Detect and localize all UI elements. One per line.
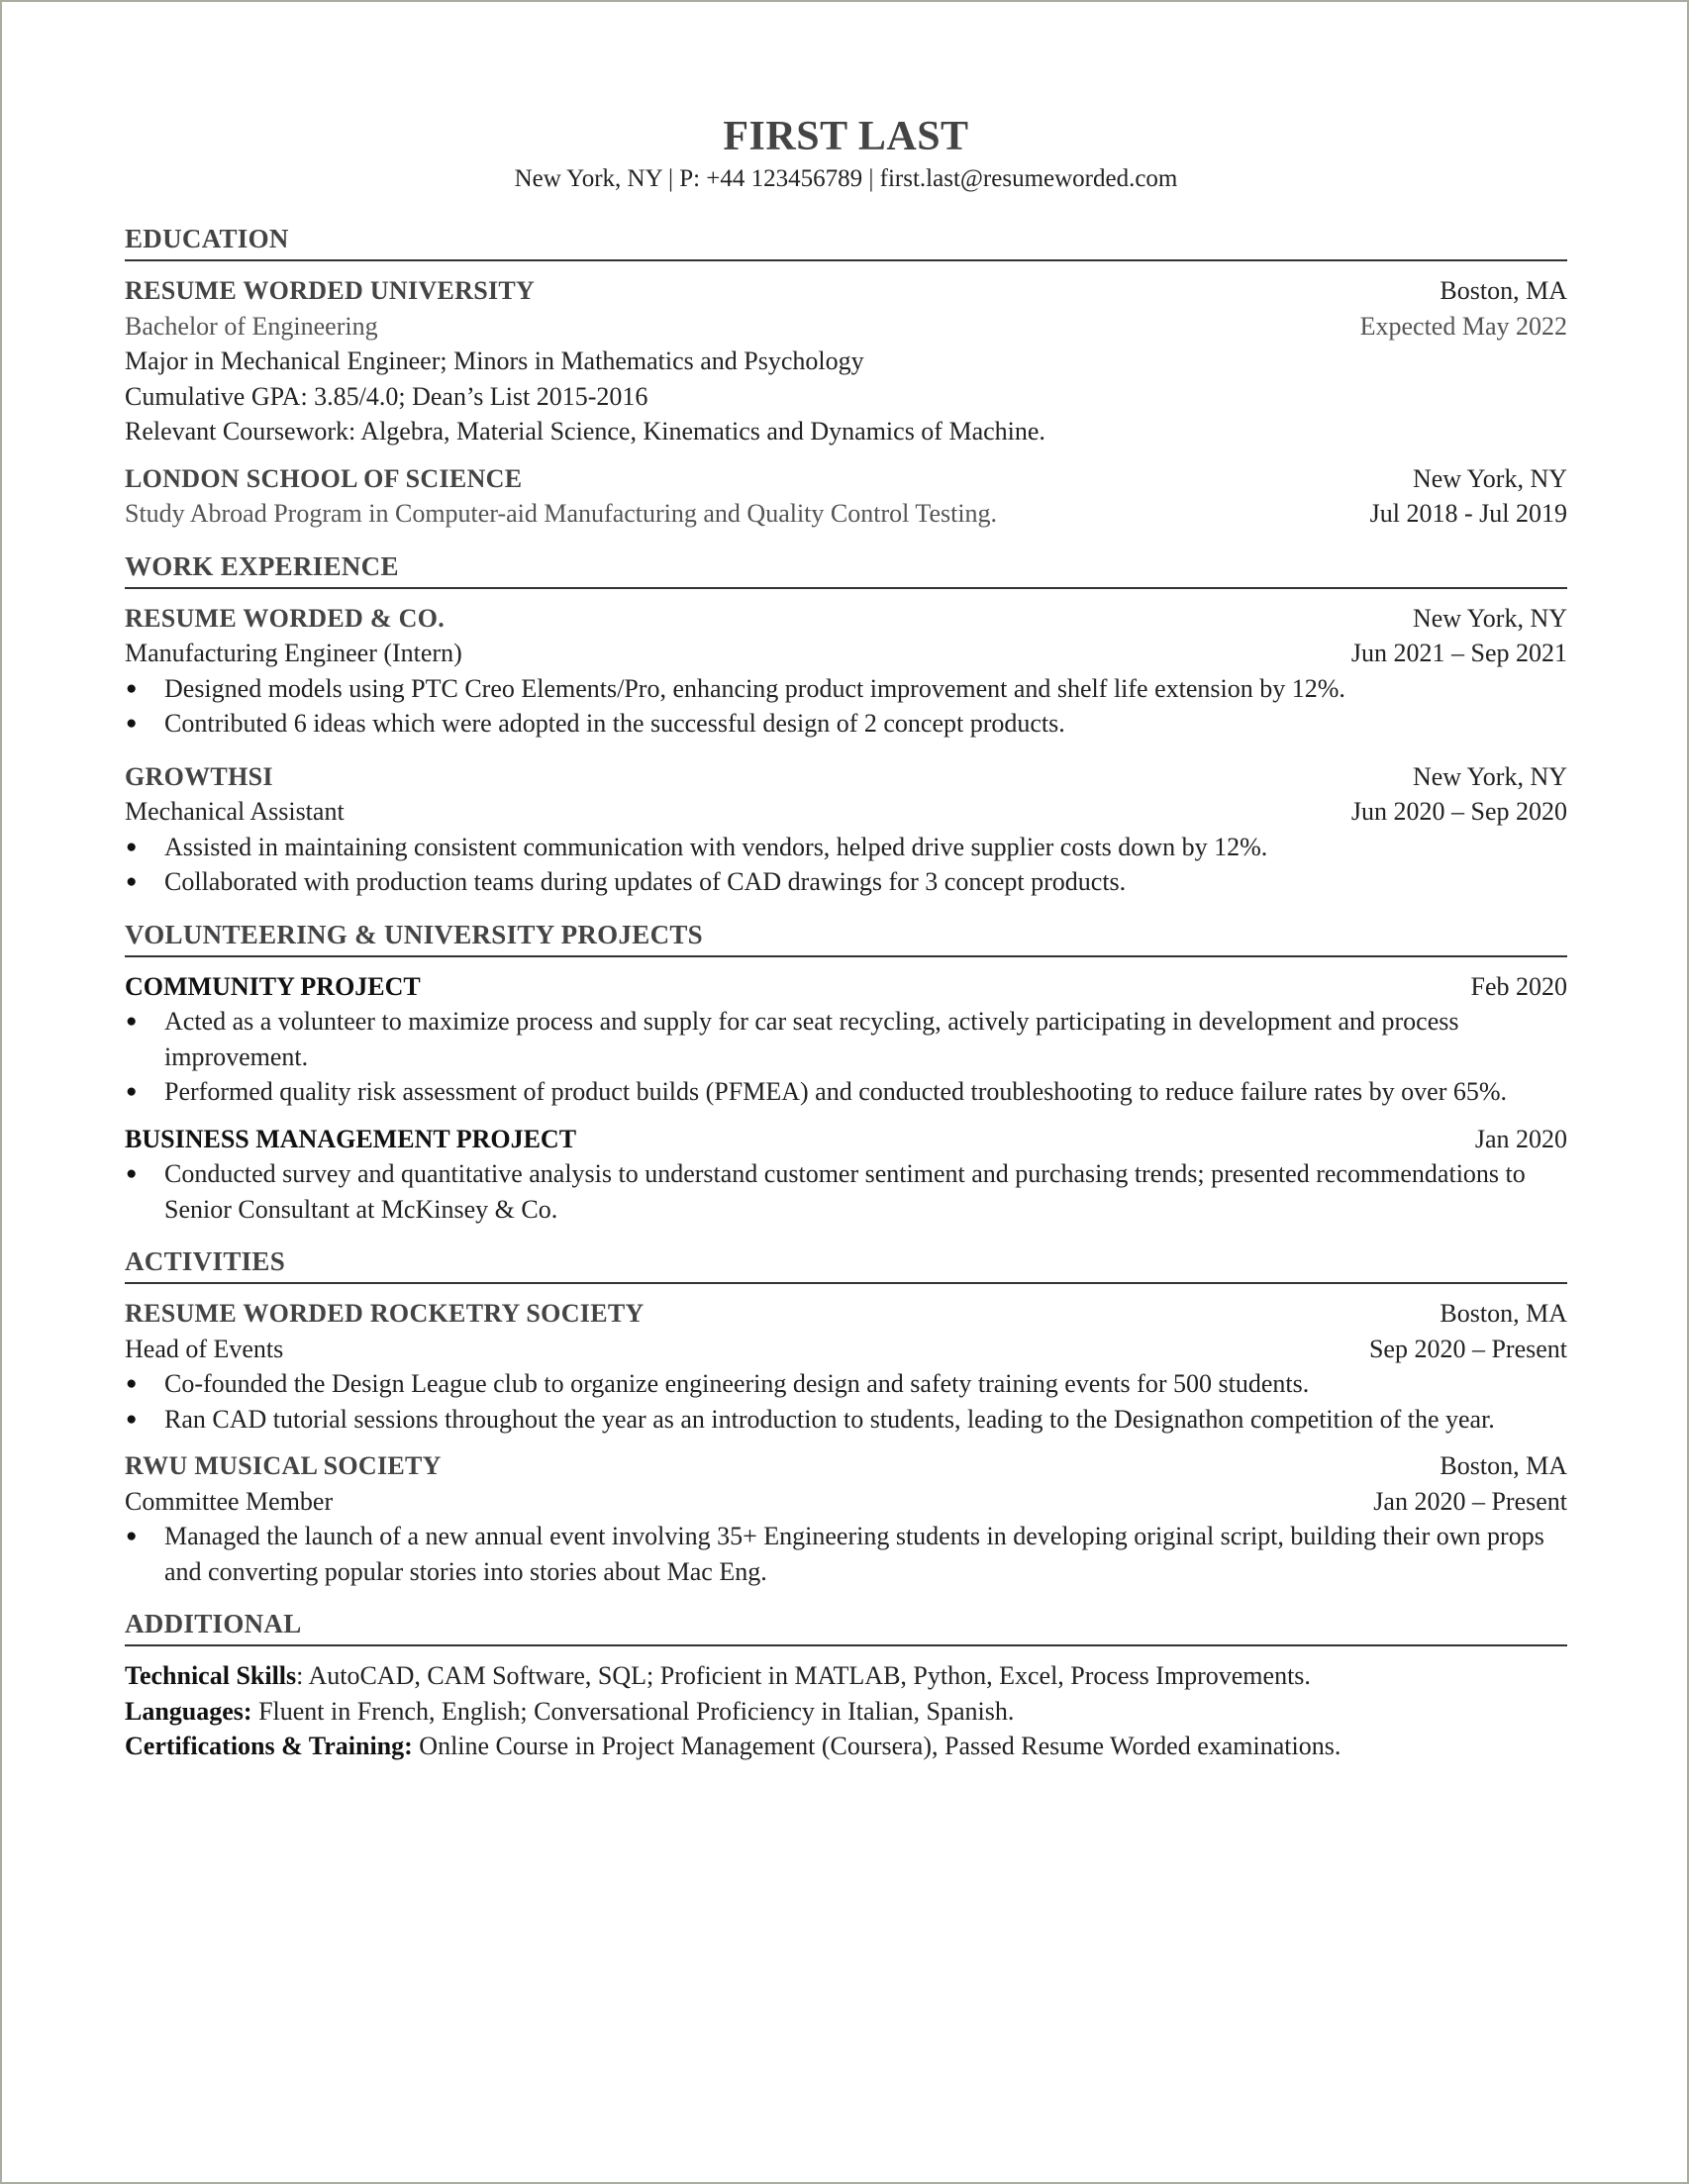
languages-label: Languages: [125, 1696, 252, 1726]
contact-line: New York, NY | P: +44 123456789 | first.last@resumeworded.com [514, 165, 1178, 192]
bullet-list [125, 1004, 1567, 1110]
bullet-list [125, 1366, 1567, 1437]
bullet-item: ● Collaborated with production teams during updates of CAD drawings for 3 concept products. [125, 864, 1567, 900]
bullet-item: ● Assisted in maintaining consistent communication with vendors, helped drive supplier costs down by 12%. [125, 830, 1567, 865]
education-entry [125, 273, 1567, 449]
bullet-item: ● Co-founded the Design League club to organize engineering design and safety training events for 500 students. [125, 1366, 1567, 1402]
activity-date: Sep 2020 – Present [1368, 1334, 1567, 1363]
activity-role: Committee Member [125, 1486, 334, 1516]
bullet-item: ● Acted as a volunteer to maximize process and supply for car seat recycling, actively participating in development and process improvement. [125, 1004, 1567, 1074]
resume-header [125, 111, 1567, 196]
work-role: Manufacturing Engineer (Intern) [125, 639, 462, 667]
project-name: COMMUNITY PROJECT [125, 971, 421, 1001]
education-detail-line: Major in Mechanical Engineer; Minors in Mathematics and Psychology [125, 347, 864, 375]
activity-org: RWU MUSICAL SOCIETY [125, 1451, 442, 1480]
work-date: Jun 2021 – Sep 2021 [1350, 639, 1567, 667]
education-detail-line: Cumulative GPA: 3.85/4.0; Dean’s List 2015-2016 [125, 381, 648, 411]
work-role: Mechanical Assistant [125, 797, 345, 826]
activity-org: RESUME WORDED ROCKETRY SOCIETY [125, 1299, 645, 1328]
bullet-item: ● Contributed 6 ideas which were adopted in the successful design of 2 concept products. [125, 706, 1567, 742]
education-school: LONDON SCHOOL OF SCIENCE [125, 463, 523, 493]
bullet-item: ● Conducted survey and quantitative analysis to understand customer sentiment and purchasing trends; presented recommendations to Senior Consultant at McKinsey & Co. [125, 1156, 1567, 1227]
technical-skills-line [125, 1658, 1567, 1694]
work-entry [125, 601, 1567, 742]
work-entry [125, 759, 1567, 900]
education-location: Boston, MA [1440, 276, 1567, 305]
activity-date: Jan 2020 – Present [1373, 1486, 1567, 1516]
certifications-label: Certifications & Training: [125, 1732, 413, 1760]
activity-entry [125, 1296, 1567, 1437]
education-degree: Study Abroad Program in Computer-aid Manufacturing and Quality Control Testing. [125, 499, 998, 528]
languages-text: Fluent in French, English; Conversational Proficiency in Italian, Spanish. [251, 1696, 1015, 1726]
project-date: Jan 2020 [1474, 1124, 1567, 1153]
activity-location: Boston, MA [1440, 1299, 1567, 1328]
technical-skills-text: : AutoCAD, CAM Software, SQL; Proficient in MATLAB, Python, Excel, Process Improvements. [296, 1661, 1311, 1690]
activity-location: Boston, MA [1440, 1451, 1567, 1480]
bullet-list [125, 830, 1567, 900]
work-company: RESUME WORDED & CO. [125, 603, 446, 633]
education-school: RESUME WORDED UNIVERSITY [125, 276, 536, 305]
activity-role: Head of Events [125, 1334, 284, 1363]
bullet-item: ● Managed the launch of a new annual event involving 35+ Engineering students in developing original script, building their own props and converting popular stories into stories about Mac Eng. [125, 1519, 1567, 1589]
activity-entry [125, 1448, 1567, 1589]
work-company: GROWTHSI [125, 761, 273, 791]
bullet-list [125, 671, 1567, 742]
project-date: Feb 2020 [1470, 971, 1567, 1001]
certifications-text: Online Course in Project Management (Coursera), Passed Resume Worded examinations. [412, 1732, 1341, 1760]
bullet-list [125, 1519, 1567, 1589]
work-location: New York, NY [1412, 761, 1567, 791]
bullet-list [125, 1156, 1567, 1227]
section-title-education: EDUCATION [125, 222, 1567, 261]
technical-skills-label: Technical Skills [125, 1661, 297, 1690]
section-title-work: WORK EXPERIENCE [125, 549, 1567, 589]
section-title-additional: ADDITIONAL [125, 1607, 1567, 1646]
section-title-volunteering: VOLUNTEERING & UNIVERSITY PROJECTS [125, 918, 1567, 957]
education-date: Expected May 2022 [1359, 311, 1567, 341]
education-location: New York, NY [1412, 463, 1567, 493]
languages-line [125, 1694, 1567, 1730]
education-date: Jul 2018 - Jul 2019 [1369, 499, 1567, 528]
certifications-line [125, 1729, 1567, 1764]
work-date: Jun 2020 – Sep 2020 [1350, 797, 1567, 826]
work-location: New York, NY [1412, 603, 1567, 633]
education-degree: Bachelor of Engineering [125, 311, 378, 341]
bullet-item: ● Ran CAD tutorial sessions throughout the year as an introduction to students, leading to the Designathon competition of the year. [125, 1402, 1567, 1438]
project-name: BUSINESS MANAGEMENT PROJECT [125, 1124, 577, 1153]
candidate-name: FIRST LAST [723, 114, 969, 159]
project-entry [125, 1122, 1567, 1228]
bullet-item: ● Designed models using PTC Creo Elements/Pro, enhancing product improvement and shelf life extension by 12%. [125, 671, 1567, 707]
section-title-activities: ACTIVITIES [125, 1244, 1567, 1284]
education-entry [125, 461, 1567, 532]
education-detail-line: Relevant Coursework: Algebra, Material Science, Kinematics and Dynamics of Machine. [125, 417, 1045, 446]
project-entry [125, 969, 1567, 1110]
resume-content [125, 111, 1567, 1764]
bullet-item: ● Performed quality risk assessment of product builds (PFMEA) and conducted troubleshooting to reduce failure rates by over 65%. [125, 1074, 1567, 1110]
